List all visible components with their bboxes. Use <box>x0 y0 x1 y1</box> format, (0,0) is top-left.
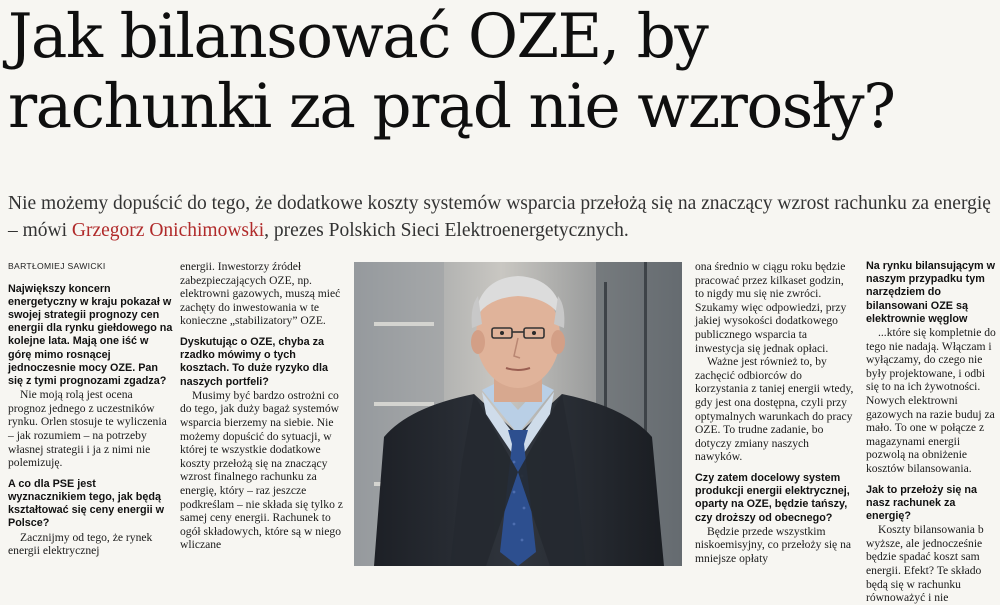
text-column-2 <box>180 260 345 566</box>
lead-person-name: Grzegorz Onichimowski <box>71 220 265 241</box>
question: Dyskutując o OZE, chyba za rzadko mówimy o tych kosztach. To duże ryzyko dla naszych portfeli? <box>180 335 328 388</box>
answer: Nie moją rolą jest ocena prognoz jednego z uczestników rynku. Orlen stosuje te wyliczenia – jak rozumiem – na potrzeby własnej strategii i ja z nimi nie polemizuję. <box>8 388 167 470</box>
headline-line-2: rachunki za prąd nie wzrosły? <box>8 71 895 142</box>
paragraph: ona średnio w ciągu roku będzie pracować przez kilkaset godzin, to nigdy mu się nie zwróci. Szukamy więc odpowiedzi, przy jakiej wysokości dodatkowego publicznego wsparcia ta inwestycja się jednak opłaci. <box>695 260 847 355</box>
answer: Będzie przede wszystkim niskoemisyjny, co przełoży się na mniejsze opłaty <box>695 524 852 565</box>
paragraph: Ważne jest również to, by zachęcić odbiorców do korzystania z taniej energii wtedy, gdy jest ona dostępna, czyli przy optymalnych warunkach do pracy OZE. To trudne zadanie, bo dotyczy zmiany naszych nawyków. <box>695 355 854 464</box>
text-column-3 <box>695 260 855 566</box>
portrait-illustration <box>354 262 682 566</box>
lead-text-after: , prezes Polskich Sieci Elektroenergetycznych. <box>264 220 629 241</box>
question: Na rynku bilansującym w naszym przypadku tym narzędziem do bilansowani OZE są elektrownie węglow <box>866 260 996 325</box>
paragraph: energii. Inwestorzy źródeł zabezpieczających OZE, np. elektrowni gazowych, muszą mieć zachęty do inwestowania w te konieczne „stabilizatory” OZE. <box>180 260 341 328</box>
headline-line-1: Jak bilansować OZE, by <box>8 1 708 72</box>
headline <box>8 2 998 142</box>
answer: ...które się kompletnie do tego nie nadają. Włączam i wyłączamy, do czego nie były projektowane, i odbi się to na ich żywotności. Nowych elektrowni gazowych na razie buduj za mało. To one w połącze z magazynami energii pozwolą na obniżenie kosztów bilansowania. <box>866 326 996 475</box>
text-column-4 <box>866 260 1000 605</box>
lead-paragraph <box>8 190 998 244</box>
answer: Musimy być bardzo ostrożni co do tego, jak duży bagaż systemów wsparcia bierzemy na siebie. Nie możemy dopuścić do sytuacji, w której te wszystkie dodatkowe koszty przełożą się na znaczący wzrost finalnego rachunku za energię, który – raz jeszcze podkreślam – nie składa się tylko z samej ceny energii. Rachunek to ogół składowych, które są w niego wliczane <box>180 388 343 552</box>
answer: Zacznijmy od tego, że rynek energii elektrycznej <box>8 530 153 558</box>
text-column-1 <box>8 260 173 566</box>
author-byline: BARTŁOMIEJ SAWICKI <box>8 261 106 271</box>
question: Jak to przełoży się na nasz rachunek za energię? <box>866 483 978 522</box>
question: Największy koncern energetyczny w kraju pokazał w swojej strategii prognozy cen energii dla rynku giełdowego na kolejne lata. Mają one iść w górę mimo rosnącej jednoczesnie mocy OZE. Pan się z tymi prognozami zgadza? <box>8 282 173 388</box>
question: A co dla PSE jest wyznacznikiem tego, jak będą kształtować się ceny energii w Polsce? <box>8 477 165 530</box>
lead-text-before: Nie możemy dopuścić do tego, że dodatkowe koszty systemów wsparcia przełożą się na znaczący wzrost rachunku za energię – mówi <box>8 193 991 241</box>
answer: Koszty bilansowania b wyższe, ale jednocześnie będzie spadać koszt sam energii. Efekt? Te składo będą się w rachunku równoważyć i nie <box>866 523 984 605</box>
portrait-photo <box>354 262 682 566</box>
question: Czy zatem docelowy system produkcji energii elektrycznej, oparty na OZE, będzie tańszy, czy droższy od obecnego? <box>695 471 850 524</box>
